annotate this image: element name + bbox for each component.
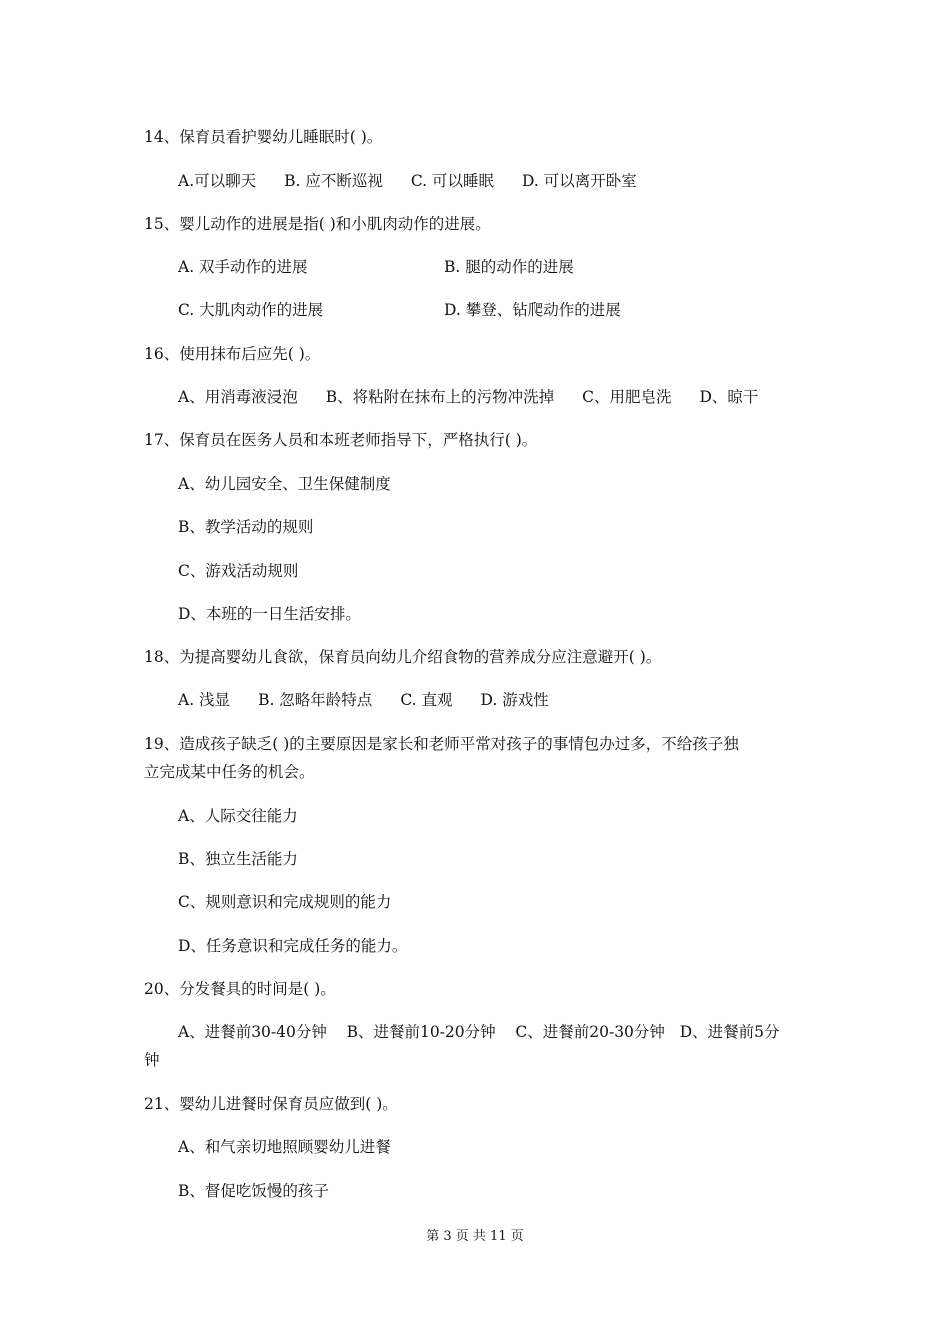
question-16-options: [178, 386, 758, 408]
q16-option-c: C、用肥皂洗: [582, 388, 672, 406]
q18-option-b: B. 忽略年龄特点: [258, 691, 373, 709]
q17-option-b: B、教学活动的规则: [178, 518, 314, 536]
question-19-stem-line1: 19、造成孩子缺乏( )的主要原因是家长和老师平常对孩子的事情包办过多，不给孩子独: [144, 735, 739, 753]
question-19-stem-line2: 立完成某中任务的机会。: [144, 763, 315, 781]
question-14-stem: 14、保育员看护婴幼儿睡眠时( )。: [144, 128, 383, 146]
question-20-options-continued: 钟: [144, 1051, 160, 1069]
q19-option-a: A、人际交往能力: [178, 807, 298, 825]
question-16-stem: 16、使用抹布后应先( )。: [144, 345, 321, 363]
q17-option-c: C、游戏活动规则: [178, 562, 299, 580]
q19-option-c: C、规则意识和完成规则的能力: [178, 893, 392, 911]
q15-option-c: C. 大肌肉动作的进展: [178, 301, 324, 319]
q14-option-b: B. 应不断巡视: [284, 172, 383, 190]
q15-option-d: D. 攀登、钻爬动作的进展: [444, 301, 621, 319]
q16-option-d: D、晾干: [699, 388, 759, 406]
question-15-stem: 15、婴儿动作的进展是指( )和小肌肉动作的进展。: [144, 215, 491, 233]
q17-option-d: D、本班的一日生活安排。: [178, 605, 361, 623]
question-17-stem: 17、保育员在医务人员和本班老师指导下，严格执行( )。: [144, 431, 538, 449]
question-18-options: [178, 689, 549, 711]
q15-option-b: B. 腿的动作的进展: [444, 258, 574, 276]
q14-option-a: A.可以聊天: [178, 172, 257, 190]
q14-option-c: C. 可以睡眠: [410, 172, 495, 190]
q16-option-b: B、将粘附在抹布上的污物冲洗掉: [325, 388, 555, 406]
question-18-stem: 18、为提高婴幼儿食欲，保育员向幼儿介绍食物的营养成分应注意避开( )。: [144, 648, 662, 666]
q19-option-b: B、独立生活能力: [178, 850, 298, 868]
q17-option-a: A、幼儿园安全、卫生保健制度: [178, 475, 391, 493]
q16-option-a: A、用消毒液浸泡: [178, 388, 298, 406]
q14-option-d: D. 可以离开卧室: [522, 172, 637, 190]
q18-option-a: A. 浅显: [178, 691, 231, 709]
question-20-options: A、进餐前30-40分钟 B、进餐前10-20分钟 C、进餐前20-30分钟 D、进餐前5分: [178, 1023, 780, 1041]
q15-option-a: A. 双手动作的进展: [178, 258, 308, 276]
q21-option-a: A、和气亲切地照顾婴幼儿进餐: [178, 1138, 391, 1156]
question-20-stem: 20、分发餐具的时间是( )。: [144, 980, 336, 998]
question-21-stem: 21、婴幼儿进餐时保育员应做到( )。: [144, 1095, 398, 1113]
q19-option-d: D、任务意识和完成任务的能力。: [178, 937, 408, 955]
q18-option-d: D. 游戏性: [480, 691, 549, 709]
q18-option-c: C. 直观: [400, 691, 453, 709]
q21-option-b: B、督促吃饭慢的孩子: [178, 1182, 329, 1200]
page-number-footer: 第 3 页 共 11 页: [426, 1229, 524, 1244]
question-14-options: [178, 170, 637, 192]
